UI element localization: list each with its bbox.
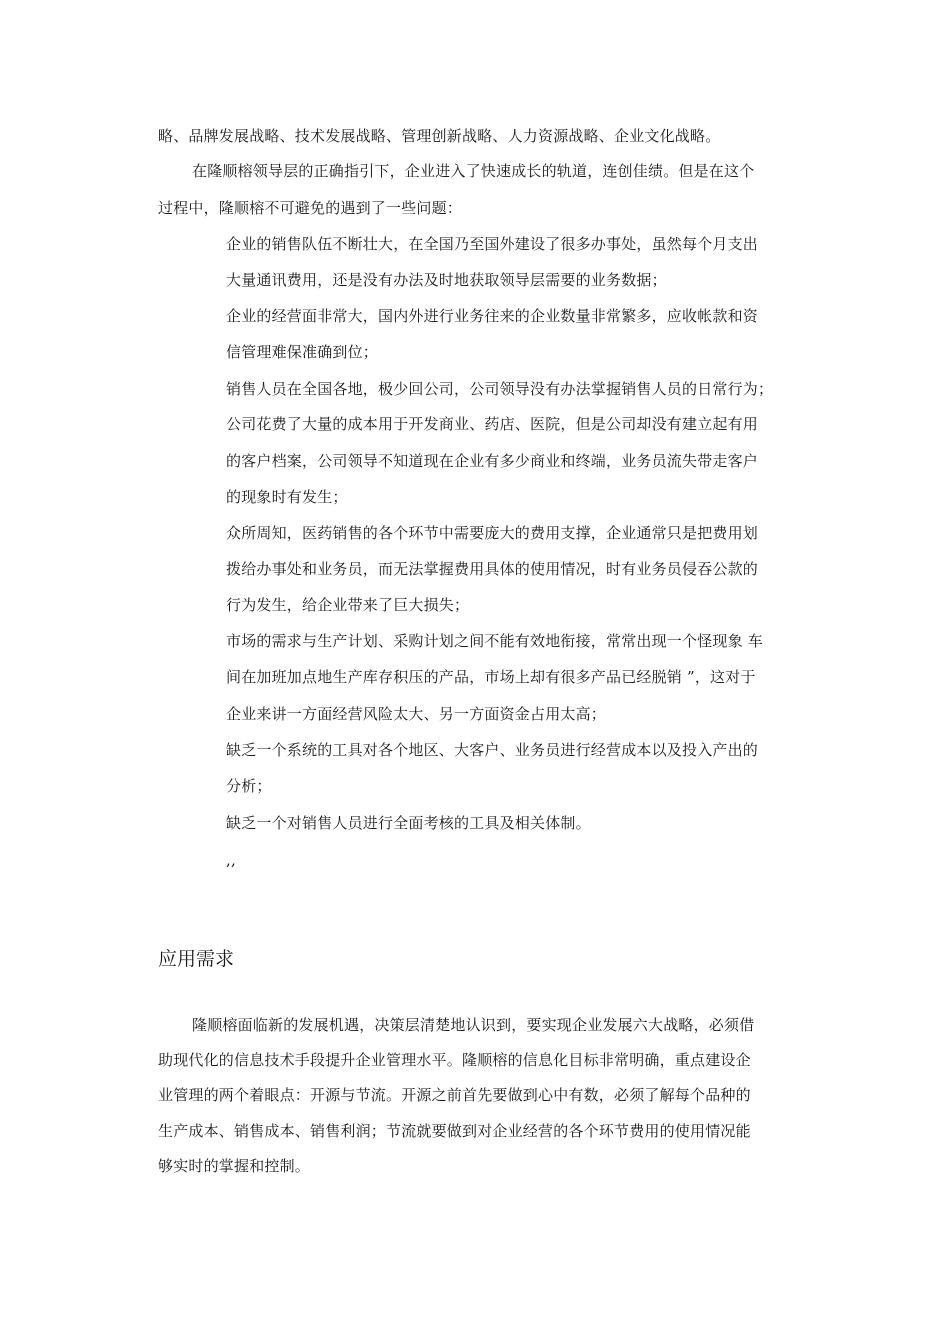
- section-line-4: 生产成本、销售成本、销售利润；节流就要做到对企业经营的各个环节费用的使用情况能: [158, 1122, 751, 1140]
- intro-line-1: 略、品牌发展战略、技术发展战略、管理创新战略、人力资源战略、企业文化战略。: [158, 127, 721, 145]
- section-line-1: 隆顺榕面临新的发展机遇，决策层清楚地认识到，要实现企业发展六大战略，必须借: [192, 1016, 755, 1034]
- section-line-2: 助现代化的信息技术手段提升企业管理水平。隆顺榕的信息化目标非常明确，重点建设企: [158, 1051, 751, 1069]
- problem-7-line-2: 分析；: [226, 777, 272, 795]
- problem-6-line-3: 企业来讲一方面经营风险太大、另一方面资金占用太高；: [226, 705, 607, 723]
- problem-7-line-1: 缺乏一个系统的工具对各个地区、大客户、业务员进行经营成本以及投入产出的: [226, 741, 759, 759]
- problem-1-line-1: 企业的销售队伍不断壮大，在全国乃至国外建设了很多办事处，虽然每个月支出: [226, 235, 759, 253]
- problem-2-line-1: 企业的经营面非常大，国内外进行业务往来的企业数量非常繁多，应收帐款和资: [226, 307, 759, 325]
- section-line-3: 业管理的两个着眼点：开源与节流。开源之前首先要做到心中有数，必须了解每个品种的: [158, 1086, 751, 1104]
- problem-6-line-1: 市场的需求与生产计划、采购计划之间不能有效地衔接，常常出现一个怪现象 车: [226, 632, 763, 650]
- problem-6-line-2: 间在加班加点地生产库存积压的产品，市场上却有很多产品已经脱销 ”，这对于: [226, 668, 756, 686]
- problem-3-line-1: 销售人员在全国各地，极少回公司，公司领导没有办法掌握销售人员的日常行为；: [226, 380, 774, 398]
- intro-line-3: 过程中，隆顺榕不可避免的遇到了一些问题：: [158, 199, 463, 217]
- section-line-5: 够实时的掌握和控制。: [158, 1157, 311, 1175]
- intro-line-2: 在隆顺榕领导层的正确指引下，企业进入了快速成长的轨道，连创佳绩。但是在这个: [192, 162, 755, 180]
- section-heading: 应用需求: [158, 948, 235, 970]
- problem-4-line-1: 公司花费了大量的成本用于开发商业、药店、医院，但是公司却没有建立起有用: [226, 415, 759, 433]
- problem-2-line-2: 信管理难保准确到位；: [226, 343, 379, 361]
- problem-5-line-3: 行为发生，给企业带来了巨大损失；: [226, 596, 470, 614]
- stray-marks: ,,: [226, 851, 236, 869]
- problem-5-line-2: 拨给办事处和业务员，而无法掌握费用具体的使用情况，时有业务员侵吞公款的: [226, 560, 759, 578]
- problem-5-line-1: 众所周知，医药销售的各个环节中需要庞大的费用支撑，企业通常只是把费用划: [226, 524, 759, 542]
- problem-1-line-2: 大量通讯费用，还是没有办法及时地获取领导层需要的业务数据；: [226, 271, 667, 289]
- problem-4-line-3: 的现象时有发生；: [226, 488, 348, 506]
- problem-8-line-1: 缺乏一个对销售人员进行全面考核的工具及相关体制。: [226, 814, 591, 832]
- problem-4-line-2: 的客户档案，公司领导不知道现在企业有多少商业和终端，业务员流失带走客户: [226, 452, 759, 470]
